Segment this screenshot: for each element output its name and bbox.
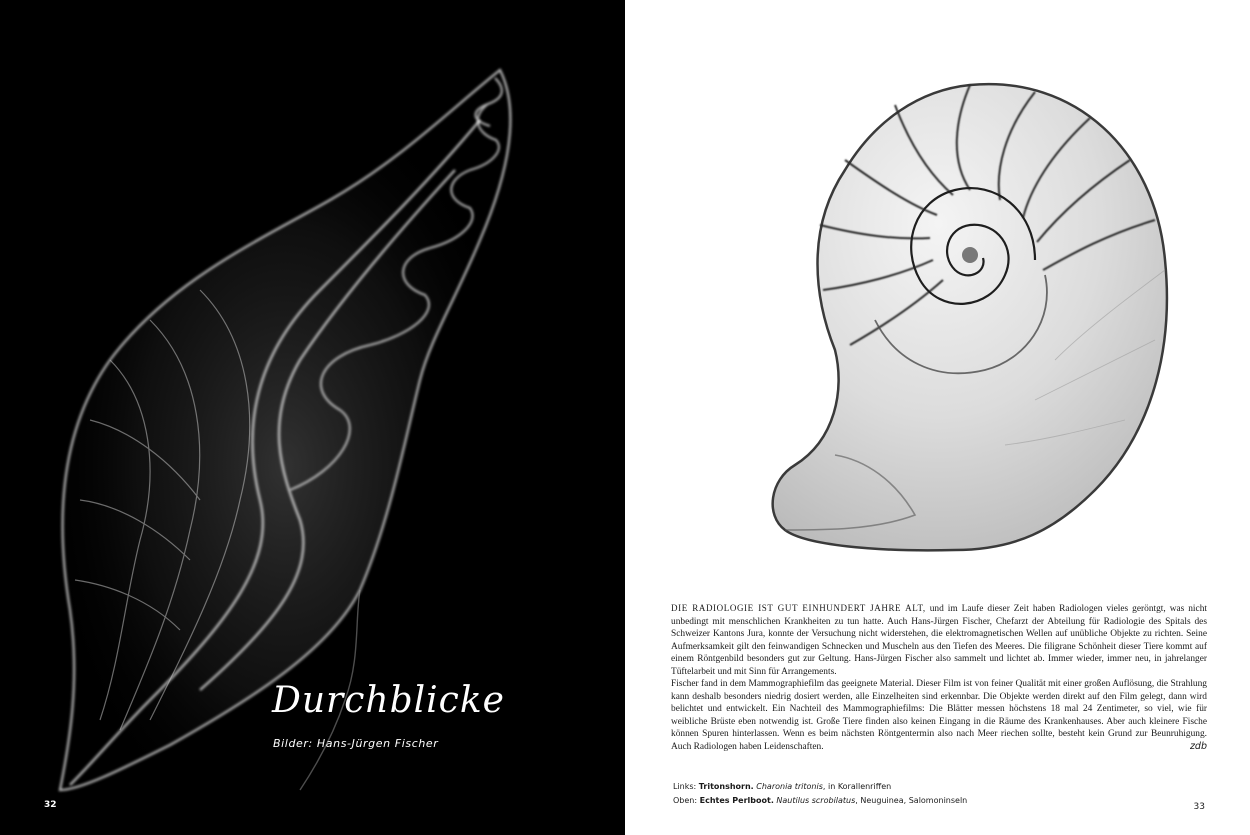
page-number-left: 32: [44, 800, 57, 810]
page-number-right: 33: [1193, 802, 1205, 812]
caption-top-image: [673, 794, 967, 808]
right-page: [625, 0, 1250, 835]
article-paragraph-2: Fischer fand in dem Mammographiefilm das geeignete Material. Dieser Film ist von feiner Qualität mit einer großen Auflösung, die Strahlung kann deshalb besonders niedrig dosiert werden, alle Einzelheiten sind erkennbar. Die Objekte werden direkt auf den Film gelegt, dann wird belichtet und entwickelt. Ein Nachteil des Mammographiefilms: Die Blätter messen höchstens 18 mal 24 Zentimeter, so viel, wie für weibliche Brüste eben notwendig ist. Große Tiere finden also keinen Eingang in die Räume des Krankenhauses. Aber auch kleinere Fische können Spuren hinterlassen. Wenn es beim nächsten Röntgentermin also nach Meer riechen sollte, besteht kein Grund zur Beunruhigung. Auch Radiologen haben Leidenschaften.: [671, 679, 1207, 752]
caption-common-name: Echtes Perlboot.: [699, 796, 774, 805]
caption-habitat: , in Korallenriffen: [822, 782, 892, 791]
caption-habitat: , Neuguinea, Salomoninseln: [855, 796, 968, 805]
caption-left-image: [673, 780, 967, 794]
article-paragraph-1-text: und im Laufe dieser Zeit haben Radiologen vieles geröntgt, was nicht unbedingt mit menschlichen Krankheiten zu tun hatte. Auch Hans-Jürgen Fischer, Chefarzt der Abteilung für Radiologie des Spitals des Schweizer Kantons Jura, konnte der Versuchung nicht widerstehen, die elektromagnetischen Wellen auf unübliche Objekte zu richten. Seine Aufmerksamkeit gilt den feinwandigen Schnecken und Muscheln aus den Tiefen des Meeres. Die filigrane Schönheit dieser Tiere kommt auf einem Röntgenbild besonders gut zur Geltung. Hans-Jürgen Fischer also sammelt und lichtet ab. Immer wieder, immer neu, in jahrelanger Tüftelarbeit und mit Sinn für Arrangements.: [671, 604, 1207, 677]
article-lead-in: DIE RADIOLOGIE IST GUT EINHUNDERT JAHRE ALT,: [671, 603, 926, 613]
caption-latin-name: Nautilus scrobilatus: [776, 796, 856, 805]
caption-position: Oben:: [673, 796, 698, 805]
nautilus-shell-xray-image: [725, 60, 1225, 570]
article-body: [671, 602, 1207, 754]
photo-credit: Bilder: Hans-Jürgen Fischer: [273, 737, 439, 750]
caption-common-name: Tritonshorn.: [698, 782, 754, 791]
caption-position: Links:: [673, 782, 697, 791]
caption-latin-name: Charonia tritonis: [756, 782, 823, 791]
article-headline: Durchblicke: [272, 680, 505, 721]
image-captions: [673, 780, 967, 808]
author-signature: zdb: [1189, 741, 1207, 752]
article-paragraph-1: [671, 602, 1207, 678]
